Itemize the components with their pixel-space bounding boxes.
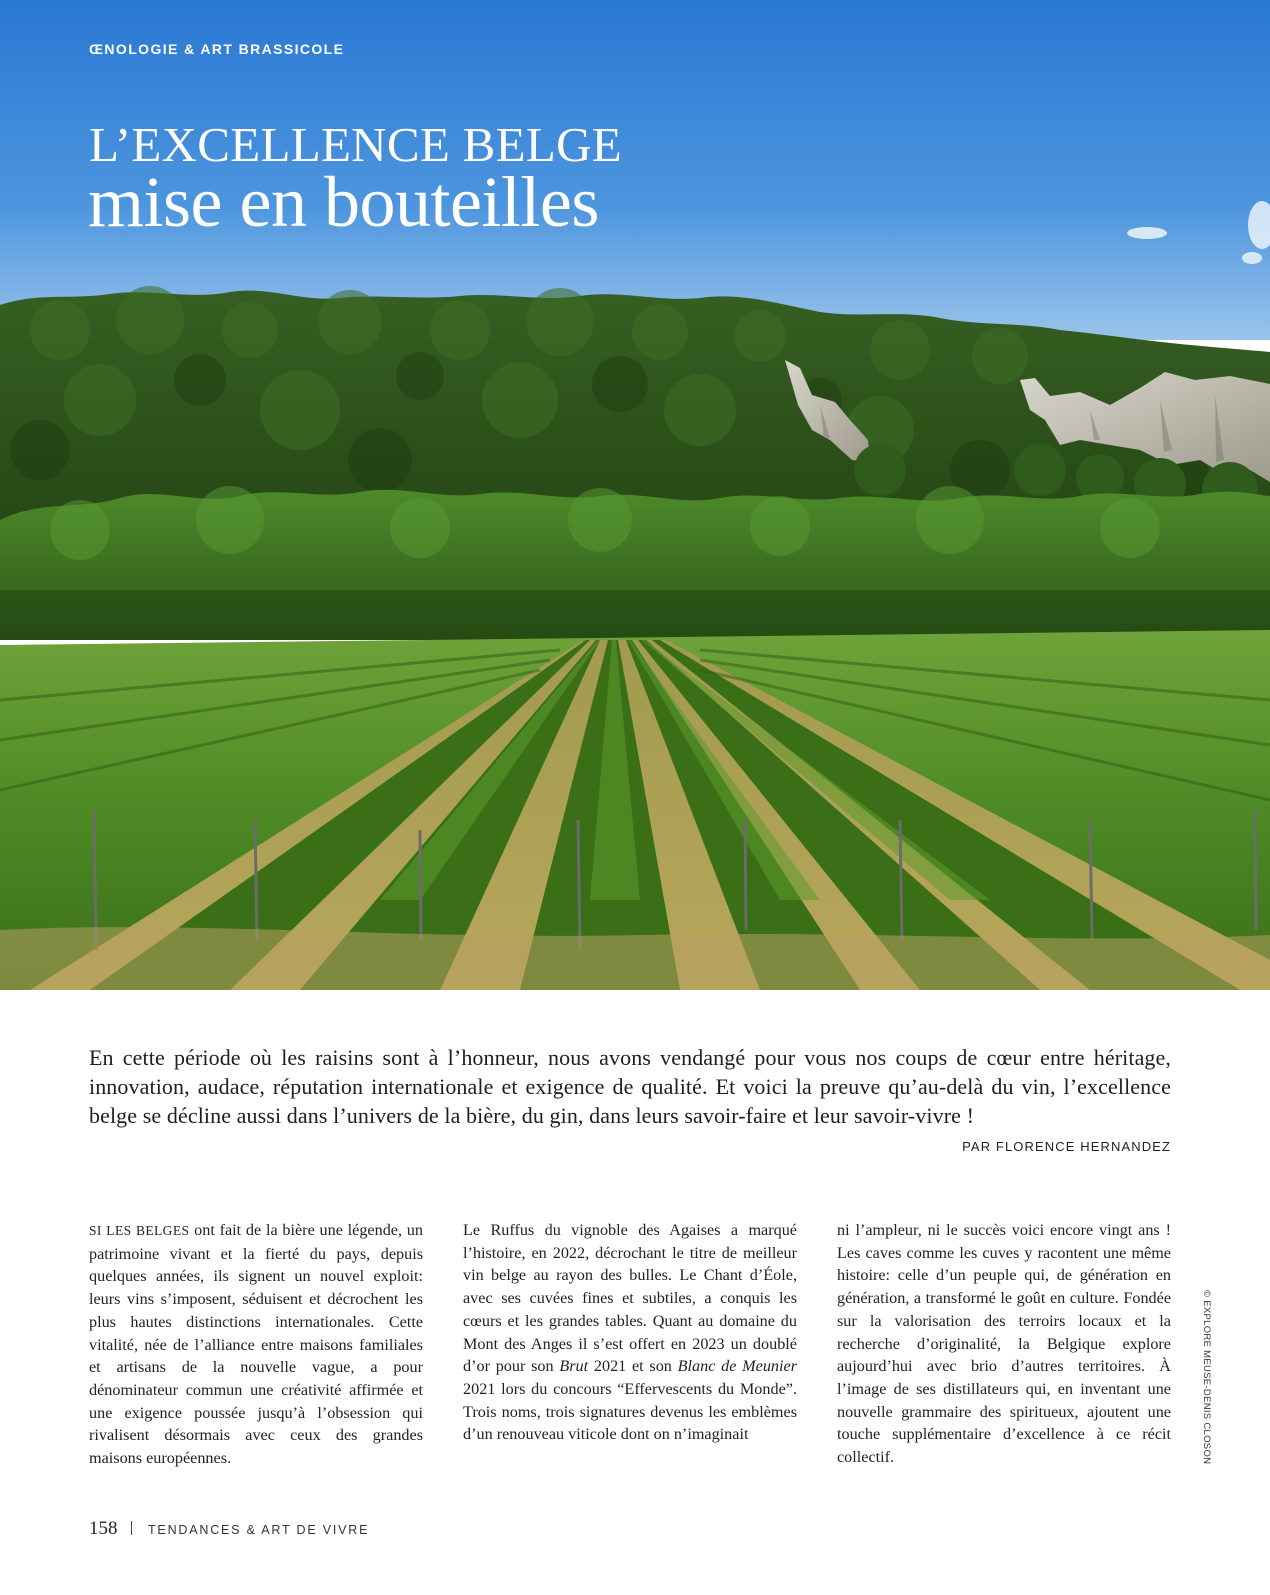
magazine-section-name: TENDANCES & ART DE VIVRE	[148, 1523, 370, 1537]
headline-line-2: mise en bouteilles	[88, 162, 599, 242]
photo-credit: © EXPLORE MEUSE-DENIS CLOSON	[1201, 1290, 1212, 1465]
headline-line-1: L’EXCELLENCE BELGE	[89, 117, 622, 172]
footer-separator	[131, 1521, 132, 1535]
author-byline: PAR FLORENCE HERNANDEZ	[962, 1139, 1171, 1154]
body-column-3	[837, 1219, 1171, 1469]
lead-in-smallcaps: SI LES BELGES	[89, 1223, 190, 1238]
body-column-2	[463, 1219, 797, 1446]
wine-name-brut: Brut	[559, 1357, 589, 1376]
column-2-text-c: 2021 lors du concours “Effervescents du Monde”. Trois noms, trois signatures devenus les emblèmes d’un renouveau viticole dont on n’imaginait	[463, 1379, 797, 1444]
page-number: 158	[89, 1518, 118, 1539]
body-column-1	[89, 1219, 423, 1470]
column-1-text: ont fait de la bière une légende, un patrimoine vivant et la fierté du pays, depuis quelques années, ils signent un nouvel exploit: leurs vins s’imposent, séduisent et décrochent les plus hautes distinctions internationales. Cette vitalité, née de l’alliance entre maisons familiales et artisans de la nouvelle vague, a pour dénominateur commun une créativité affirmée et une exigence poussée jusqu’à l’obsession qui rivalisent désormais avec ceux des grandes maisons européennes.	[89, 1221, 423, 1468]
column-2-text-b: 2021 et son	[588, 1357, 678, 1376]
section-rubric: ŒNOLOGIE & ART BRASSICOLE	[89, 41, 345, 57]
column-2-text-a: Le Ruffus du vignoble des Agaises a marqué l’histoire, en 2022, décrochant le titre de meilleur vin belge au rayon des bulles. Le Chant d’Éole, avec ses cuvées fines et subtiles, a conquis les cœurs et les grandes tables. Quant au domaine du Mont des Anges il s’est offert en 2023 un doublé d’or pour son	[463, 1221, 797, 1376]
intro-paragraph: En cette période où les raisins sont à l’honneur, nous avons vendangé pour vous nos coups de cœur entre héritage, innovation, audace, réputation internationale et exigence de qualité. Et voici la preuve qu’au-delà du vin, l’excellence belge se décline aussi dans l’univers de la bière, du gin, dans leurs savoir-faire et leur savoir-vivre !	[89, 1045, 1171, 1128]
wine-name-blanc-de-meunier: Blanc de Meunier	[677, 1357, 798, 1376]
column-3-text: ni l’ampleur, ni le succès voici encore vingt ans ! Les caves comme les cuves y racontent une même histoire: celle d’un peuple qui, de génération en génération, a transformé le goût en culture. Fondée sur la valorisation des terroirs locaux et la recherche d’originalité, la Belgique explore aujourd’hui avec brio d’autres territoires. À l’image de ses distillateurs qui, en inventant une nouvelle grammaire des spiritueux, ajoutent une touche supplémentaire d’excellence à ce récit collectif.	[837, 1221, 1171, 1467]
